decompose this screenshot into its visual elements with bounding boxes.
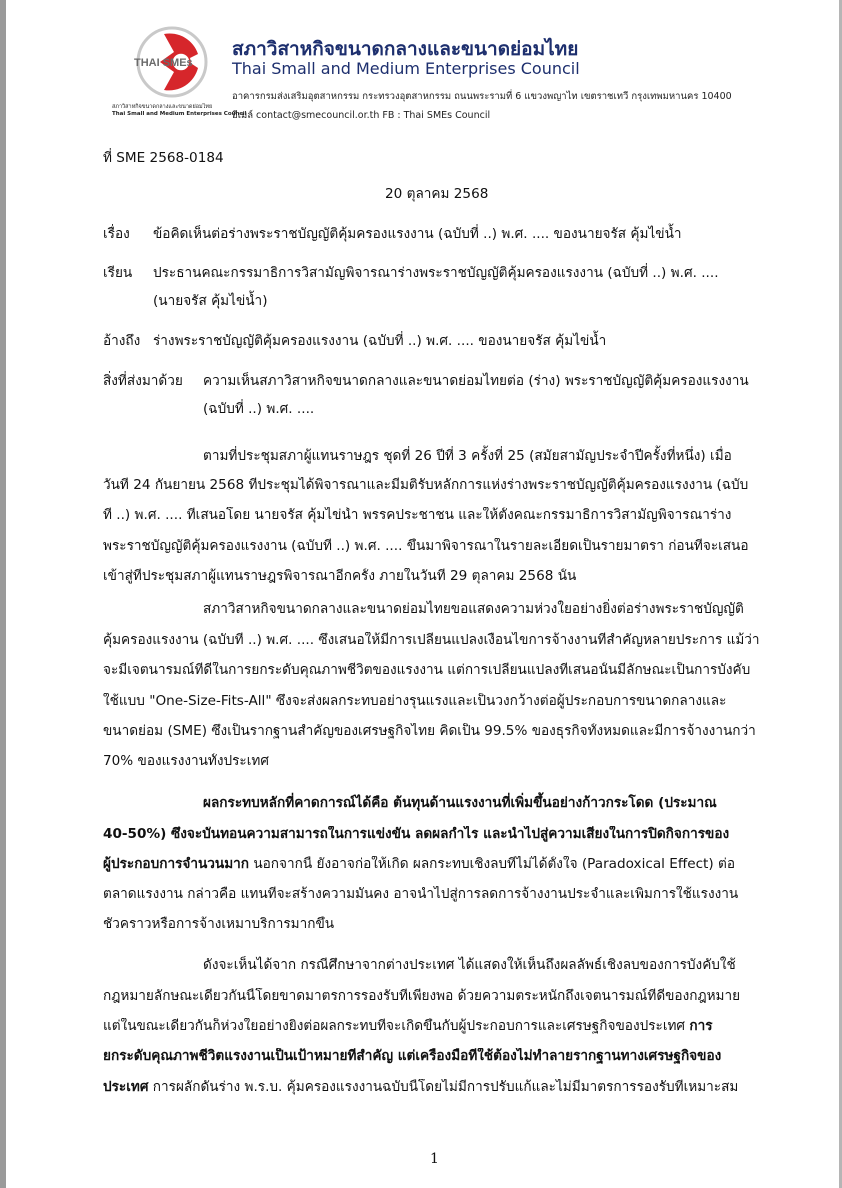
paragraph-4-line: ยกระดับคุณภาพชีวิตแรงงานเป็นเป้าหมายที่สำคัญ แต่เครื่องมือที่ใช้ต้องไม่ทำลายรากฐานทางเศรษฐกิจของ (103, 1048, 722, 1064)
paragraph-4-line (103, 1018, 765, 1034)
reference-text: ร่างพระราชบัญญัติคุ้มครองแรงงาน (ฉบับที่ ..) พ.ศ. .... ของนายจรัส คุ้มไข่น้ำ (153, 333, 607, 349)
paragraph-2-line: คุ้มครองแรงงาน (ฉบับที่ ..) พ.ศ. .... ซึ่งเสนอให้มีการเปลี่ยนแปลงเงื่อนไขการจ้างงานที่สำคัญหลายประการ แม้ว่า (103, 632, 760, 648)
paragraph-3-line (103, 856, 765, 872)
org-name-en: Thai Small and Medium Enterprises Council (232, 59, 580, 78)
paragraph-2-line: สภาวิสาหกิจขนาดกลางและขนาดย่อมไทยขอแสดงความห่วงใยอย่างยิ่งต่อร่างพระราชบัญญัติ (203, 601, 744, 617)
paragraph-2-line: จะมีเจตนารมณ์ที่ดีในการยกระดับคุณภาพชีวิตของแรงงาน แต่การเปลี่ยนแปลงที่เสนอนั้นมีลักษณะเป็นการบังคับ (103, 662, 751, 678)
logo-caption-th: สภาวิสาหกิจขนาดกลางและขนาดย่อมไทย (112, 104, 213, 110)
letter-date: 20 ตุลาคม 2568 (385, 186, 489, 202)
paragraph-3-emphasis: ผู้ประกอบการจำนวนมาก (103, 856, 250, 872)
logo-caption-en: Thai Small and Medium Enterprises Council (112, 111, 247, 117)
logo-text: THAI SMEs (134, 57, 193, 69)
recipient-line-2: (นายจรัส คุ้มไข่น้ำ) (153, 293, 268, 309)
subject-text: ข้อคิดเห็นต่อร่างพระราชบัญญัติคุ้มครองแรงงาน (ฉบับที่ ..) พ.ศ. .... ของนายจรัส คุ้มไข่น้ำ (153, 226, 682, 242)
page-number: 1 (430, 1151, 439, 1167)
recipient-line-1: ประธานคณะกรรมาธิการวิสามัญพิจารณาร่างพระราชบัญญัติคุ้มครองแรงงาน (ฉบับที่ ..) พ.ศ. .... (153, 265, 719, 281)
recipient-label: เรียน (103, 265, 133, 281)
org-contact: อีเมล์ contact@smecouncil.or.th FB : Thai SMEs Council (232, 110, 491, 121)
paragraph-4-emphasis: ประเทศ (103, 1079, 149, 1095)
paragraph-3-line: ตลาดแรงงาน กล่าวคือ แทนที่จะสร้างความมั่นคง อาจนำไปสู่การลดการจ้างงานประจำและเพิ่มการใช้แรงงาน (103, 886, 739, 902)
paragraph-3-line: 40-50%) ซึ่งจะบั่นทอนความสามารถในการแข่งขัน ลดผลกำไร และนำไปสู่ความเสี่ยงในการปิดกิจการของ (103, 826, 730, 842)
paragraph-2-line: ใช้แบบ "One-Size-Fits-All" ซึ่งจะส่งผลกระทบอย่างรุนแรงและเป็นวงกว้างต่อผู้ประกอบการขนาดกลางและ (103, 693, 727, 709)
paragraph-2-line: ขนาดย่อม (SME) ซึ่งเป็นรากฐานสำคัญของเศรษฐกิจไทย คิดเป็น 99.5% ของธุรกิจทั้งหมดและมีการจ้างงานกว่า (103, 723, 756, 739)
paragraph-3-line: ชั่วคราวหรือการจ้างเหมาบริการมากขึ้น (103, 916, 335, 932)
paragraph-4-line (103, 1079, 765, 1095)
paragraph-4-line: ดังจะเห็นได้จาก กรณีศึกษาจากต่างประเทศ ได้แสดงให้เห็นถึงผลลัพธ์เชิงลบของการบังคับใช้ (203, 957, 736, 973)
paragraph-3-text: นอกจากนี้ ยังอาจก่อให้เกิด ผลกระทบเชิงลบที่ไม่ได้ตั้งใจ (Paradoxical Effect) ต่อ (249, 856, 735, 872)
paragraph-4-line: กฎหมายลักษณะเดียวกันนี้โดยขาดมาตรการรองรับที่เพียงพอ ด้วยความตระหนักถึงเจตนารมณ์ที่ดีของกฎหมาย (103, 988, 741, 1004)
paragraph-3-line: ผลกระทบหลักที่คาดการณ์ได้คือ ต้นทุนด้านแรงงานที่เพิ่มขึ้นอย่างก้าวกระโดด (ประมาณ (203, 795, 717, 811)
reference-label: อ้างถึง (103, 333, 141, 349)
paragraph-1-line: พระราชบัญญัติคุ้มครองแรงงาน (ฉบับที่ ..) พ.ศ. .... ขึ้นมาพิจารณาในรายละเอียดเป็นรายมาตรา ก่อนที่จะเสนอ (103, 538, 749, 554)
org-address: อาคารกรมส่งเสริมอุตสาหกรรม กระทรวงอุตสาหกรรม ถนนพระรามที่ 6 แขวงพญาไท เขตราชเทวี กรุงเทพมหานคร 10400 (232, 91, 732, 102)
paragraph-4-text: แต่ในขณะเดียวกันก็ห่วงใยอย่างยิ่งต่อผลกระทบที่จะเกิดขึ้นกับผู้ประกอบการและเศรษฐกิจของประเทศ (103, 1018, 690, 1034)
enclosure-label: สิ่งที่ส่งมาด้วย (103, 373, 183, 389)
paragraph-1-line: เข้าสู่ที่ประชุมสภาผู้แทนราษฎรพิจารณาอีกครั้ง ภายในวันที่ 29 ตุลาคม 2568 นั้น (103, 568, 577, 584)
paragraph-1-line: ที่ ..) พ.ศ. .... ที่เสนอโดย นายจรัส คุ้มไข่น้ำ พรรคประชาชน และให้ตั้งคณะกรรมาธิการวิสามัญพิจารณาร่าง (103, 507, 732, 523)
paragraph-4-emphasis: การ (689, 1018, 713, 1034)
org-name-th: สภาวิสาหกิจขนาดกลางและขนาดย่อมไทย (232, 38, 579, 60)
council-logo (112, 24, 247, 117)
paragraph-1-line: ตามที่ประชุมสภาผู้แทนราษฎร ชุดที่ 26 ปีที่ 3 ครั้งที่ 25 (สมัยสามัญประจำปีครั้งที่หนึ่ง) เมื่อ (203, 448, 732, 464)
reference-number: ที่ SME 2568-0184 (103, 150, 224, 166)
subject-label: เรื่อง (103, 226, 130, 242)
paragraph-4-text: การผลักดันร่าง พ.ร.บ. คุ้มครองแรงงานฉบับนี้โดยไม่มีการปรับแก้และไม่มีมาตรการรองรับที่เหมาะสม (148, 1079, 739, 1095)
paragraph-2-line: 70% ของแรงงานทั้งประเทศ (103, 753, 269, 769)
paragraph-1-line: วันที่ 24 กันยายน 2568 ที่ประชุมได้พิจารณาและมีมติรับหลักการแห่งร่างพระราชบัญญัติคุ้มครองแรงงาน (ฉบับ (103, 477, 749, 493)
enclosure-line-1: ความเห็นสภาวิสาหกิจขนาดกลางและขนาดย่อมไทยต่อ (ร่าง) พระราชบัญญัติคุ้มครองแรงงาน (203, 373, 749, 389)
logo-emblem-icon (120, 24, 224, 102)
enclosure-line-2: (ฉบับที่ ..) พ.ศ. .... (203, 401, 315, 417)
